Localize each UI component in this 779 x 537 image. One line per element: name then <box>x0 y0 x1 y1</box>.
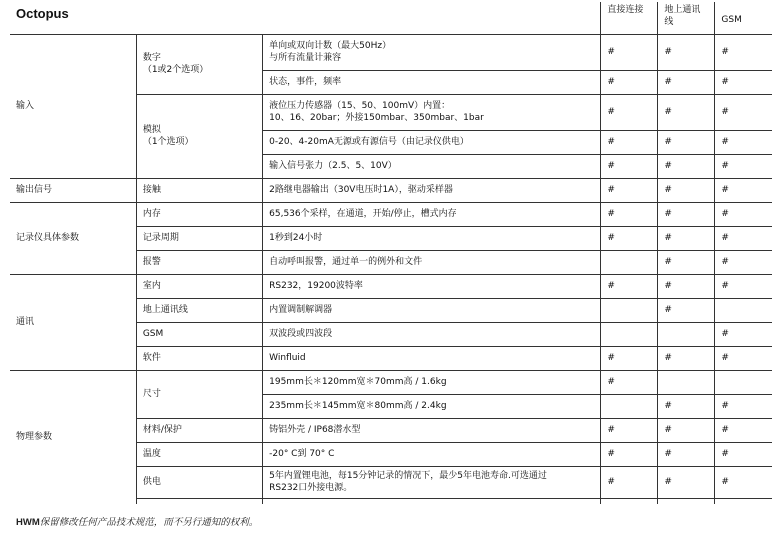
sub-size: 尺寸 <box>136 370 262 418</box>
sub-period: 记录周期 <box>136 226 262 250</box>
desc-cell: 单向或双向计数（最大50Hz） 与所有流量计兼容 <box>263 34 601 70</box>
mark-direct: # <box>601 346 658 370</box>
desc-cell: 铸铝外壳 / IP68潜水型 <box>263 418 601 442</box>
mark-landline: # <box>658 442 715 466</box>
sub-landline: 地上通讯线 <box>136 298 262 322</box>
desc-cell: 双波段或四波段 <box>263 322 601 346</box>
mark-landline: # <box>658 274 715 298</box>
desc-cell: 235mm长＊145mm宽＊80mm高 / 2.4kg <box>263 394 601 418</box>
desc-cell: 液位压力传感器（15、50、100mV）内置： 10、16、20bar；外接150mbar、350mbar、1bar <box>263 94 601 130</box>
mark-direct: # <box>601 130 658 154</box>
mark-landline: # <box>658 346 715 370</box>
mark-gsm: # <box>715 34 772 70</box>
mark-landline: # <box>658 226 715 250</box>
mark-direct: # <box>601 202 658 226</box>
desc-cell: RS232，19200波特率 <box>263 274 601 298</box>
table-row <box>10 178 772 202</box>
desc-cell: 内置调制解调器 <box>263 298 601 322</box>
footer-brand: HWM <box>16 517 40 528</box>
section-logger: 记录仪具体参数 <box>10 202 136 274</box>
desc-cell: 输入信号张力（2.5、5、10V） <box>263 154 601 178</box>
sub-contact: 接触 <box>136 178 262 202</box>
mark-landline: # <box>658 250 715 274</box>
section-input: 输入 <box>10 34 136 178</box>
desc-cell: Winfluid <box>263 346 601 370</box>
mark-gsm: # <box>715 418 772 442</box>
sub-analog-note: （1个选项） <box>142 137 194 147</box>
sub-alarm: 报警 <box>136 250 262 274</box>
mark-landline: # <box>658 466 715 498</box>
mark-direct: # <box>601 34 658 70</box>
mark-gsm: # <box>715 154 772 178</box>
desc-cell: 状态，事件，频率 <box>263 70 601 94</box>
desc-cell: -20° C到 70° C <box>263 442 601 466</box>
table-row <box>10 370 772 394</box>
spec-table <box>10 2 772 504</box>
footer-text: 保留修改任何产品技术规范，而不另行通知的权利。 <box>39 518 259 528</box>
sub-local: 室内 <box>136 274 262 298</box>
mark-direct: # <box>601 178 658 202</box>
desc-cell: 0-20、4-20mA无源或有源信号（由记录仪供电） <box>263 130 601 154</box>
section-output: 输出信号 <box>10 178 136 202</box>
mark-direct: # <box>601 94 658 130</box>
mark-gsm: # <box>715 130 772 154</box>
product-title: Octopus <box>16 6 69 21</box>
section-comms: 通讯 <box>10 274 136 370</box>
mark-gsm: # <box>715 442 772 466</box>
desc-cell: 2路继电器输出（30V电压时1A），驱动采样器 <box>263 178 601 202</box>
sub-memory: 内存 <box>136 202 262 226</box>
table-row <box>10 202 772 226</box>
mark-landline: # <box>658 202 715 226</box>
mark-gsm: # <box>715 322 772 346</box>
mark-direct: # <box>601 466 658 498</box>
mark-direct: # <box>601 442 658 466</box>
col-direct-header: 直接连接 <box>601 2 658 34</box>
sub-software: 软件 <box>136 346 262 370</box>
mark-landline: # <box>658 298 715 322</box>
desc-cell: 自动呼叫报警，通过单一的例外和文件 <box>263 250 601 274</box>
mark-direct: # <box>601 70 658 94</box>
mark-direct: # <box>601 226 658 250</box>
sub-digital-label: 数字 <box>142 53 161 63</box>
sub-analog-label: 模拟 <box>142 125 161 135</box>
mark-gsm: # <box>715 178 772 202</box>
table-row <box>10 274 772 298</box>
mark-gsm: # <box>715 94 772 130</box>
mark-gsm: # <box>715 346 772 370</box>
mark-landline: # <box>658 418 715 442</box>
table-row <box>10 34 772 70</box>
section-physical: 物理参数 <box>10 370 136 504</box>
mark-gsm: # <box>715 226 772 250</box>
header-row <box>10 2 772 34</box>
mark-gsm: # <box>715 466 772 498</box>
desc-cell: 1秒到24小时 <box>263 226 601 250</box>
mark-landline: # <box>658 130 715 154</box>
sub-temperature: 温度 <box>136 442 262 466</box>
sub-power: 供电 <box>136 466 262 498</box>
mark-gsm: # <box>715 202 772 226</box>
mark-landline: # <box>658 394 715 418</box>
sub-material: 材料/保护 <box>136 418 262 442</box>
mark-direct: # <box>601 274 658 298</box>
mark-direct: # <box>601 418 658 442</box>
col-gsm-header: GSM <box>715 2 772 34</box>
desc-cell: 5年内置锂电池，每15分钟记录的情况下，最少5年电池寿命.可选通过 RS232口外接电源。 <box>263 466 601 498</box>
mark-gsm: # <box>715 250 772 274</box>
desc-cell: 195mm长＊120mm宽＊70mm高 / 1.6kg <box>263 370 601 394</box>
sub-analog <box>136 94 262 178</box>
footer-note <box>16 514 258 528</box>
sub-digital <box>136 34 262 94</box>
mark-landline: # <box>658 70 715 94</box>
mark-landline: # <box>658 178 715 202</box>
sub-gsm: GSM <box>136 322 262 346</box>
mark-gsm: # <box>715 274 772 298</box>
mark-direct: # <box>601 154 658 178</box>
mark-direct: # <box>601 370 658 394</box>
sub-digital-note: （1或2个选项） <box>142 65 209 75</box>
mark-landline: # <box>658 34 715 70</box>
mark-landline: # <box>658 94 715 130</box>
mark-gsm: # <box>715 394 772 418</box>
col-landline-header: 地上通讯线 <box>658 2 715 34</box>
mark-landline: # <box>658 154 715 178</box>
desc-cell: 65,536个采样，在通道，开始/停止，槽式内存 <box>263 202 601 226</box>
mark-gsm: # <box>715 70 772 94</box>
